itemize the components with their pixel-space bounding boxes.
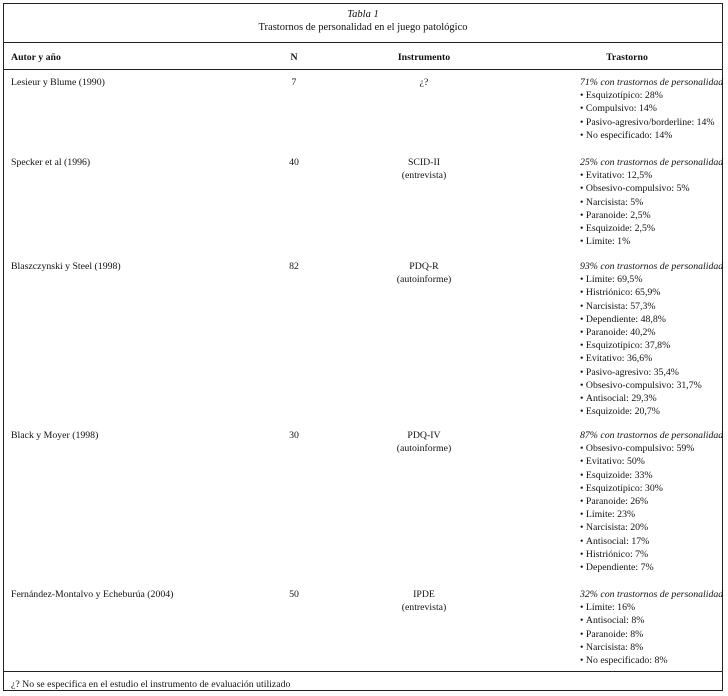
- row-n: 82: [289, 261, 299, 272]
- table-title: Trastornos de personalidad en el juego patológico: [258, 22, 468, 33]
- row-author: Black y Moyer (1998): [11, 430, 99, 441]
- row-disorder-item: • Paranoide: 2,5%: [580, 209, 651, 222]
- row-disorder-summary: 93% con trastornos de personalidad: [580, 261, 724, 272]
- row-disorder-item: • Límite: 16%: [580, 601, 635, 614]
- row-disorder-summary: 32% con trastornos de personalidad: [580, 589, 724, 600]
- row-disorder-item: • Límite: 69,5%: [580, 273, 643, 286]
- row-disorder-item: • Evitativo: 50%: [580, 455, 645, 468]
- row-disorder-item: • Esquizotípico: 30%: [580, 482, 663, 495]
- row-author: Blaszczynski y Steel (1998): [11, 261, 121, 272]
- row-instrument-line: (autoinforme): [396, 443, 452, 455]
- row-disorder-item: • Esquizoide: 20,7%: [580, 405, 660, 418]
- header-n: N: [290, 52, 298, 63]
- header-disorder: Trastorno: [606, 52, 648, 63]
- row-disorder-summary: 87% con trastornos de personalidad: [580, 430, 724, 441]
- row-disorder-item: • Antisocial: 29,3%: [580, 392, 657, 405]
- row-disorder-item: • Narcisista: 8%: [580, 641, 643, 654]
- table-label: Tabla 1: [347, 9, 379, 20]
- row-disorder-summary: 25% con trastornos de personalidad: [580, 157, 724, 168]
- row-disorder-item: • Narcisista: 57,3%: [580, 300, 656, 313]
- row-disorder-item: • Histriónico: 65,9%: [580, 286, 660, 299]
- row-disorder-item: • Esquizoide: 33%: [580, 469, 653, 482]
- row-author: Fernández-Montalvo y Echeburúa (2004): [11, 589, 174, 600]
- row-disorder-item: • Evitativo: 36,6%: [580, 352, 652, 365]
- row-disorder-item: • No especificado: 8%: [580, 654, 668, 667]
- row-instrument-line: IPDE: [413, 589, 435, 600]
- row-disorder-item: • Pasivo-agresivo: 35,4%: [580, 366, 679, 379]
- row-disorder-item: • Compulsivo: 14%: [580, 102, 657, 115]
- row-disorder-item: • Dependiente: 48,8%: [580, 313, 666, 326]
- footer-rule: [4, 671, 722, 672]
- row-disorder-item: • Esquizotípico: 28%: [580, 89, 663, 102]
- row-disorder-item: • Obsesivo-compulsivo: 31,7%: [580, 379, 702, 392]
- header-rule: [4, 69, 722, 70]
- row-disorder-item: • Dependiente: 7%: [580, 561, 654, 574]
- row-n: 50: [289, 589, 299, 600]
- row-disorder-item: • Obsesivo-compulsivo: 59%: [580, 442, 694, 455]
- row-instrument-line: ¿?: [419, 77, 429, 88]
- row-disorder-summary: 71% con trastornos de personalidad: [580, 77, 724, 88]
- row-instrument-line: (entrevista): [401, 602, 447, 614]
- row-disorder-item: • Límite: 23%: [580, 508, 635, 521]
- row-disorder-item: • Histriónico: 7%: [580, 548, 648, 561]
- row-disorder-item: • No especificado: 14%: [580, 129, 672, 142]
- row-instrument-line: SCID-II: [407, 157, 441, 168]
- row-disorder-item: • Límite: 1%: [580, 235, 630, 248]
- table-footnote: ¿? No se especifica en el estudio el instrumento de evaluación utilizado: [11, 679, 291, 690]
- row-disorder-item: • Paranoide: 40,2%: [580, 326, 656, 339]
- row-disorder-item: • Obsesivo-compulsivo: 5%: [580, 182, 690, 195]
- row-instrument-line: (entrevista): [401, 170, 447, 182]
- row-disorder-item: • Esquizoide: 2,5%: [580, 222, 655, 235]
- table-frame: [3, 3, 723, 691]
- row-disorder-item: • Evitativo: 12,5%: [580, 169, 652, 182]
- row-n: 40: [289, 157, 299, 168]
- row-instrument-line: (autoinforme): [396, 274, 452, 286]
- row-disorder-item: • Antisocial: 8%: [580, 614, 644, 627]
- row-disorder-item: • Pasivo-agresivo/borderline: 14%: [580, 116, 715, 129]
- table-caption: [4, 8, 722, 34]
- row-disorder-item: • Esquizotípico: 37,8%: [580, 339, 670, 352]
- caption-rule: [4, 42, 722, 43]
- row-n: 30: [289, 430, 299, 441]
- row-author: Lesieur y Blume (1990): [11, 77, 105, 88]
- row-n: 7: [291, 77, 297, 88]
- row-instrument-line: PDQ-R: [409, 261, 439, 272]
- row-disorder-item: • Paranoide: 26%: [580, 495, 648, 508]
- row-instrument-line: PDQ-IV: [407, 430, 441, 441]
- row-disorder-item: • Paranoide: 8%: [580, 628, 643, 641]
- header-author: Autor y año: [11, 52, 61, 63]
- header-instrument: Instrumento: [397, 52, 451, 63]
- row-disorder-item: • Narcisista: 5%: [580, 196, 643, 209]
- row-disorder-item: • Antisocial: 17%: [580, 535, 649, 548]
- row-author: Specker et al (1996): [11, 157, 91, 168]
- row-disorder-item: • Narcisista: 20%: [580, 521, 648, 534]
